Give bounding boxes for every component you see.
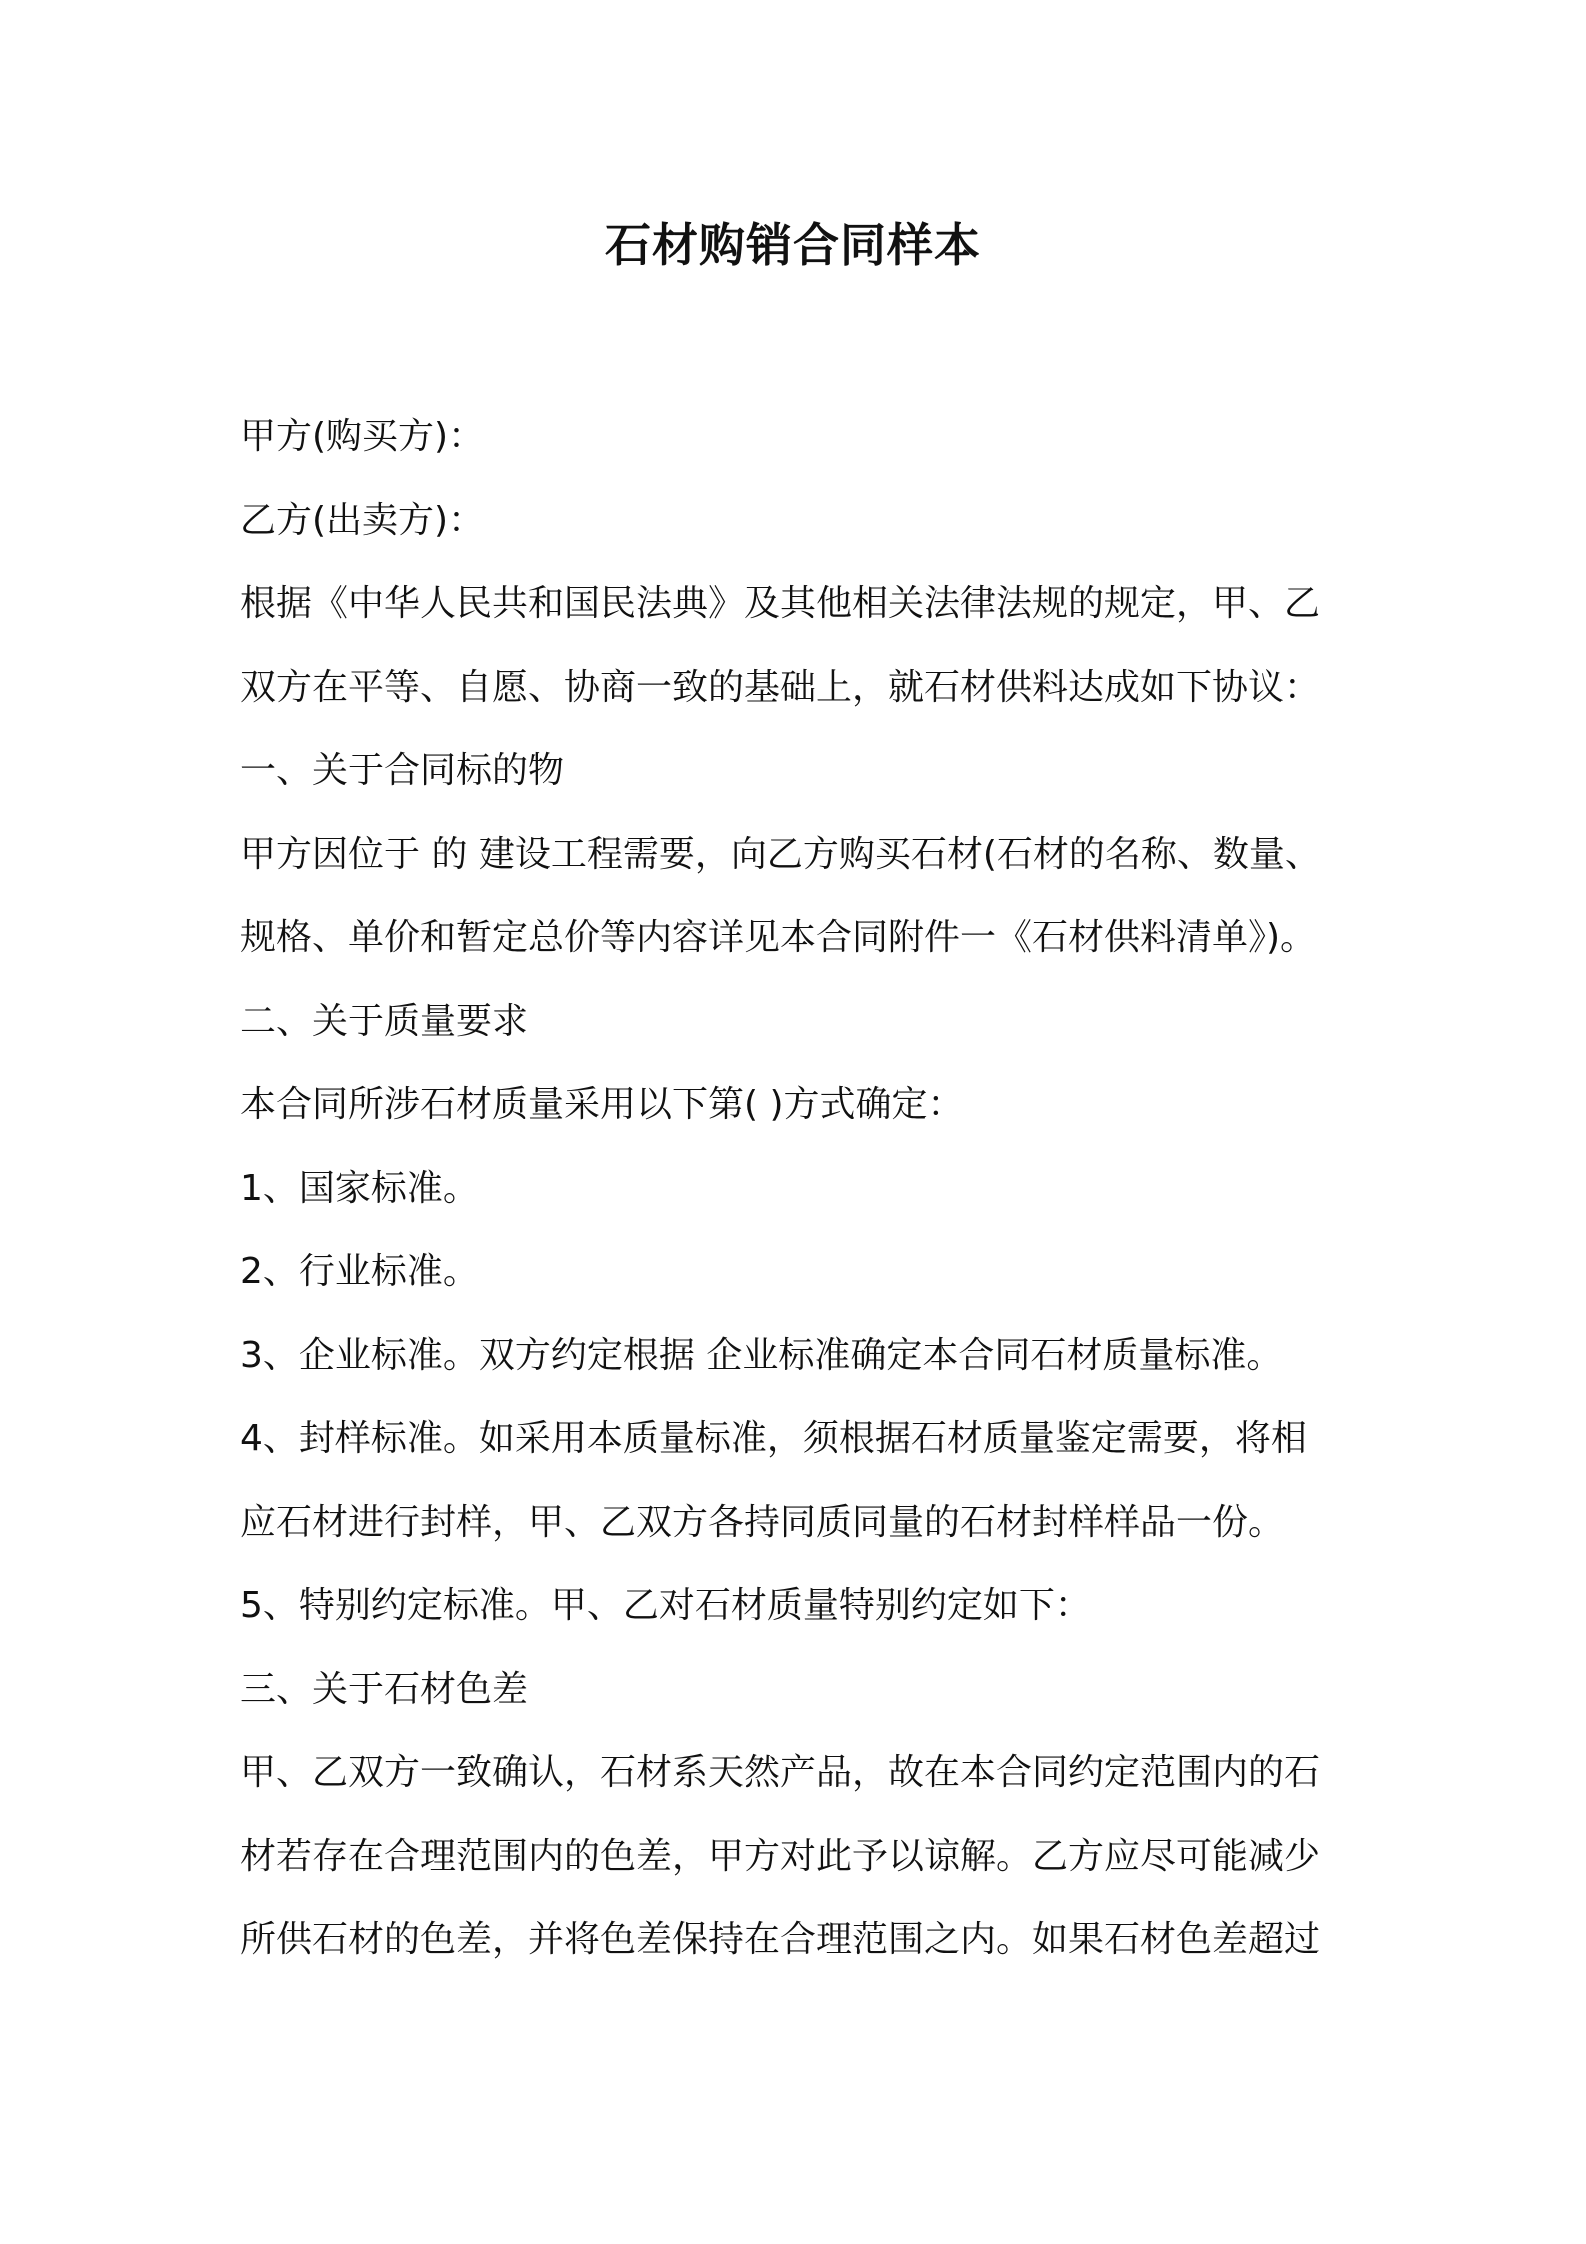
document-body xyxy=(240,407,1350,1994)
section-2-item-4-line-2: 应石材进行封样，甲、乙双方各持同质同量的石材封样样品一份。 xyxy=(240,1501,1285,1543)
section-2-intro: 本合同所涉石材质量采用以下第( )方式确定： xyxy=(240,1084,964,1125)
section-1-text-line-2: 规格、单价和暂定总价等内容详见本合同附件一《石材供料清单》)。 xyxy=(240,917,1317,958)
section-2-heading: 二、关于质量要求 xyxy=(240,1000,529,1042)
section-2-item-3: 3、企业标准。双方约定根据 企业标准确定本合同石材质量标准。 xyxy=(240,1334,1283,1376)
section-2-item-5: 5、特别约定标准。甲、乙对石材质量特别约定如下： xyxy=(240,1585,1091,1626)
section-2-item-4-line-1: 4、封样标准。如采用本质量标准，须根据石材质量鉴定需要，将相 xyxy=(240,1418,1307,1459)
party-a-line: 甲方(购买方)： xyxy=(240,416,485,457)
section-3-text-line-2: 材若存在合理范围内的色差，甲方对此予以谅解。乙方应尽可能减少 xyxy=(240,1835,1321,1877)
document-title: 石材购销合同样本 xyxy=(605,218,981,272)
section-1-text-line-1: 甲方因位于 的 建设工程需要，向乙方购买石材(石材的名称、数量、 xyxy=(240,833,1321,875)
preamble-line-1: 根据《中华人民共和国民法典》及其他相关法律法规的规定，甲、乙 xyxy=(240,583,1321,624)
section-1-heading: 一、关于合同标的物 xyxy=(240,750,565,791)
section-3-heading: 三、关于石材色差 xyxy=(240,1668,529,1710)
section-2-item-2: 2、行业标准。 xyxy=(240,1251,479,1292)
preamble-line-2: 双方在平等、自愿、协商一致的基础上，就石材供料达成如下协议： xyxy=(240,666,1321,708)
section-3-text-line-1: 甲、乙双方一致确认，石材系天然产品，故在本合同约定范围内的石 xyxy=(240,1752,1321,1793)
section-2-item-1: 1、国家标准。 xyxy=(240,1167,479,1209)
section-3-text-line-3: 所供石材的色差，并将色差保持在合理范围之内。如果石材色差超过 xyxy=(240,1919,1321,1960)
party-b-line: 乙方(出卖方)： xyxy=(240,499,485,541)
